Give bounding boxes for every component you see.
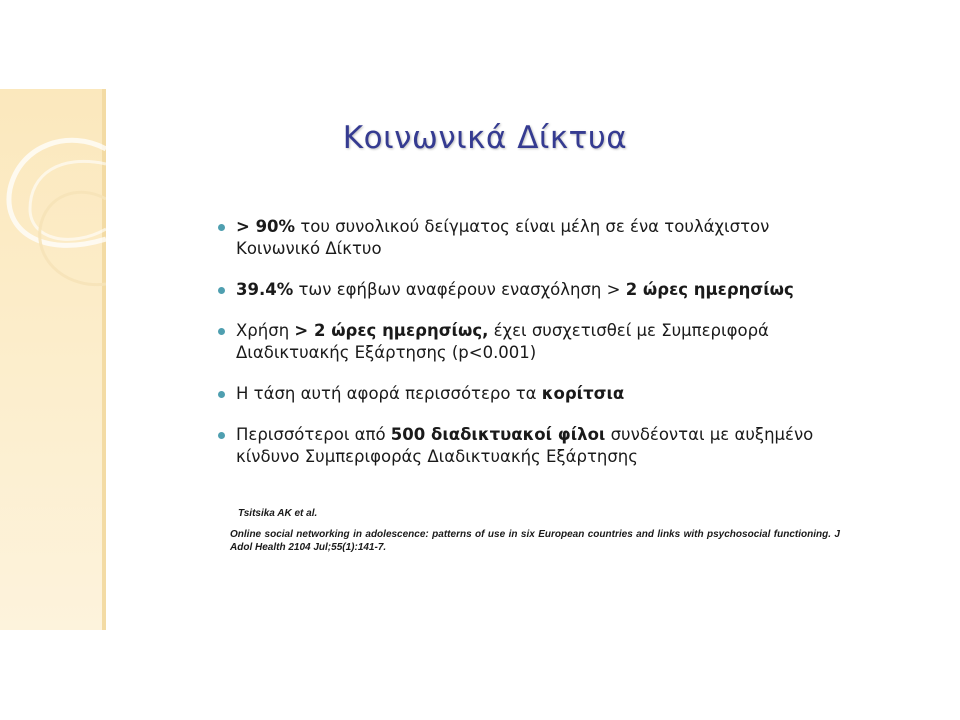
bullet-text: του συνολικού δείγματος είναι μέλη σε ένα τουλάχιστον Κοινωνικό Δίκτυο bbox=[236, 217, 770, 258]
bullet-item bbox=[218, 383, 858, 405]
bullet-text: Η τάση αυτή αφορά περισσότερο τα bbox=[236, 384, 542, 403]
bullet-item bbox=[218, 216, 858, 260]
bullet-text-bold: 500 διαδικτυακοί φίλοι bbox=[390, 425, 606, 444]
bullet-text: συνδέονται με αυξημένο κίνδυνο Συμπεριφοράς Διαδικτυακής Εξάρτησης bbox=[236, 425, 814, 466]
citation-author: Tsitsika AK et al. bbox=[238, 508, 318, 519]
bullet-item bbox=[218, 320, 858, 364]
decorative-swirl-graphic bbox=[0, 89, 106, 630]
bullet-dot-icon bbox=[218, 432, 225, 439]
bullet-text-bold: 39.4% bbox=[236, 280, 294, 299]
bullet-text-bold: 2 ώρες ημερησίως bbox=[625, 280, 794, 299]
bullet-item bbox=[218, 424, 858, 468]
bullet-list bbox=[218, 216, 858, 487]
bullet-item bbox=[218, 279, 858, 301]
bullet-text: Περισσότεροι από bbox=[236, 425, 391, 444]
citation-reference: Online social networking in adolescence: patterns of use in six European countries and links with psychosocial functioning. J Adol Health 2104 Jul;55(1):141-7. bbox=[230, 529, 840, 553]
bullet-text-bold: κορίτσια bbox=[541, 384, 625, 403]
bullet-text-bold: > 90% bbox=[236, 217, 296, 236]
bullet-text-bold: > 2 ώρες ημερησίως, bbox=[294, 321, 489, 340]
bullet-dot-icon bbox=[218, 391, 225, 398]
bullet-text: των εφήβων αναφέρουν ενασχόληση > bbox=[293, 280, 626, 299]
bullet-dot-icon bbox=[218, 287, 225, 294]
bullet-text: έχει συσχετισθεί με Συμπεριφορά Διαδικτυακής Εξάρτησης (p<0.001) bbox=[236, 321, 769, 362]
slide-title: Κοινωνικά Δίκτυα bbox=[342, 120, 628, 156]
bullet-dot-icon bbox=[218, 224, 225, 231]
bullet-dot-icon bbox=[218, 328, 225, 335]
bullet-text: Χρήση bbox=[236, 321, 295, 340]
